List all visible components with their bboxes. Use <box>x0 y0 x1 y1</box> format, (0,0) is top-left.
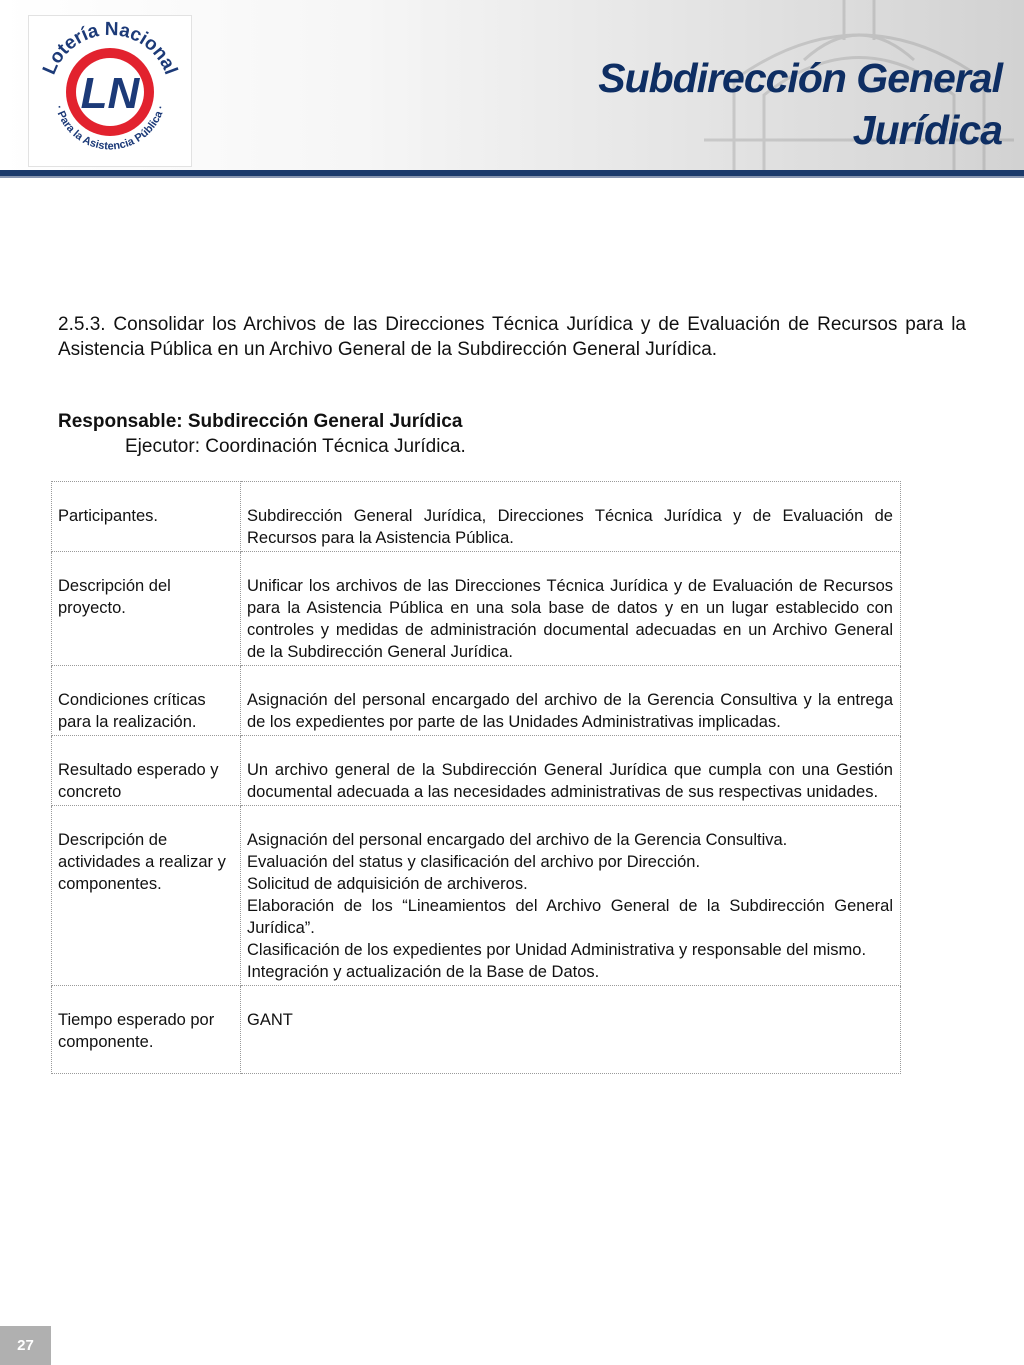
row-label: Condiciones críticas para la realización. <box>52 666 241 736</box>
value-line: GANT <box>247 1011 293 1029</box>
activity-item: Solicitud de adquisición de archiveros. <box>247 875 528 893</box>
row-value <box>241 666 901 736</box>
value-line: Subdirección General Jurídica, Direcciones Técnica Jurídica y de Evaluación de Recursos para la Asistencia Pública. <box>247 507 893 547</box>
row-label: Resultado esperado y concreto <box>52 736 241 806</box>
row-value <box>241 806 901 986</box>
value-line: Un archivo general de la Subdirección General Jurídica que cumpla con una Gestión documental adecuada a las necesidades administrativas de sus respectivas unidades. <box>247 761 893 801</box>
table-row <box>52 552 901 666</box>
activity-item: Clasificación de los expedientes por Unidad Administrativa y responsable del mismo. <box>247 941 867 959</box>
row-value <box>241 736 901 806</box>
table-row <box>52 482 901 552</box>
header-divider <box>0 170 1024 178</box>
page-number: 27 <box>0 1326 51 1365</box>
title-line-1: Subdirección General <box>598 55 1002 101</box>
logo-top-text: Lotería Nacional <box>38 18 182 78</box>
row-value <box>241 482 901 552</box>
table-row <box>52 806 901 986</box>
table-row <box>52 986 901 1074</box>
value-line: Unificar los archivos de las Direcciones Técnica Jurídica y de Evaluación de Recursos para la Asistencia Pública en una sola base de datos y en un lugar establecido con controles y medidas de administración documental adecuadas en un Archivo General de la Subdirección General Jurídica. <box>247 577 893 661</box>
value-line: Asignación del personal encargado del archivo de la Gerencia Consultiva y la entrega de los expedientes por parte de las Unidades Administrativas implicadas. <box>247 691 893 731</box>
row-value <box>241 986 901 1074</box>
project-info-table <box>51 481 901 1074</box>
section-intro: 2.5.3. Consolidar los Archivos de las Direcciones Técnica Jurídica y de Evaluación de Recursos para la Asistencia Pública en un Archivo General de la Subdirección General Jurídica. <box>58 314 966 360</box>
row-label: Tiempo esperado por componente. <box>52 986 241 1074</box>
row-label: Participantes. <box>52 482 241 552</box>
logo-monogram: LN <box>80 69 140 118</box>
row-value <box>241 552 901 666</box>
page-header <box>0 0 1024 172</box>
ejecutor-line: Ejecutor: Coordinación Técnica Jurídica. <box>125 436 466 457</box>
title-line-2: Jurídica <box>852 107 1002 153</box>
row-label: Descripción del proyecto. <box>52 552 241 666</box>
responsable-line: Responsable: Subdirección General Jurídica <box>58 411 463 432</box>
loteria-nacional-logo <box>28 15 192 167</box>
row-label: Descripción de actividades a realizar y componentes. <box>52 806 241 986</box>
activity-item: Asignación del personal encargado del archivo de la Gerencia Consultiva. <box>247 831 788 849</box>
activity-item: Integración y actualización de la Base de Datos. <box>247 963 600 981</box>
table-row <box>52 666 901 736</box>
logo-bottom-text: · Para la Asistencia Pública · <box>52 104 168 153</box>
activity-item: Elaboración de los “Lineamientos del Archivo General de la Subdirección General Jurídica”. <box>247 897 893 937</box>
page-title <box>442 52 1002 156</box>
activity-item: Evaluación del status y clasificación del archivo por Dirección. <box>247 853 701 871</box>
table-row <box>52 736 901 806</box>
